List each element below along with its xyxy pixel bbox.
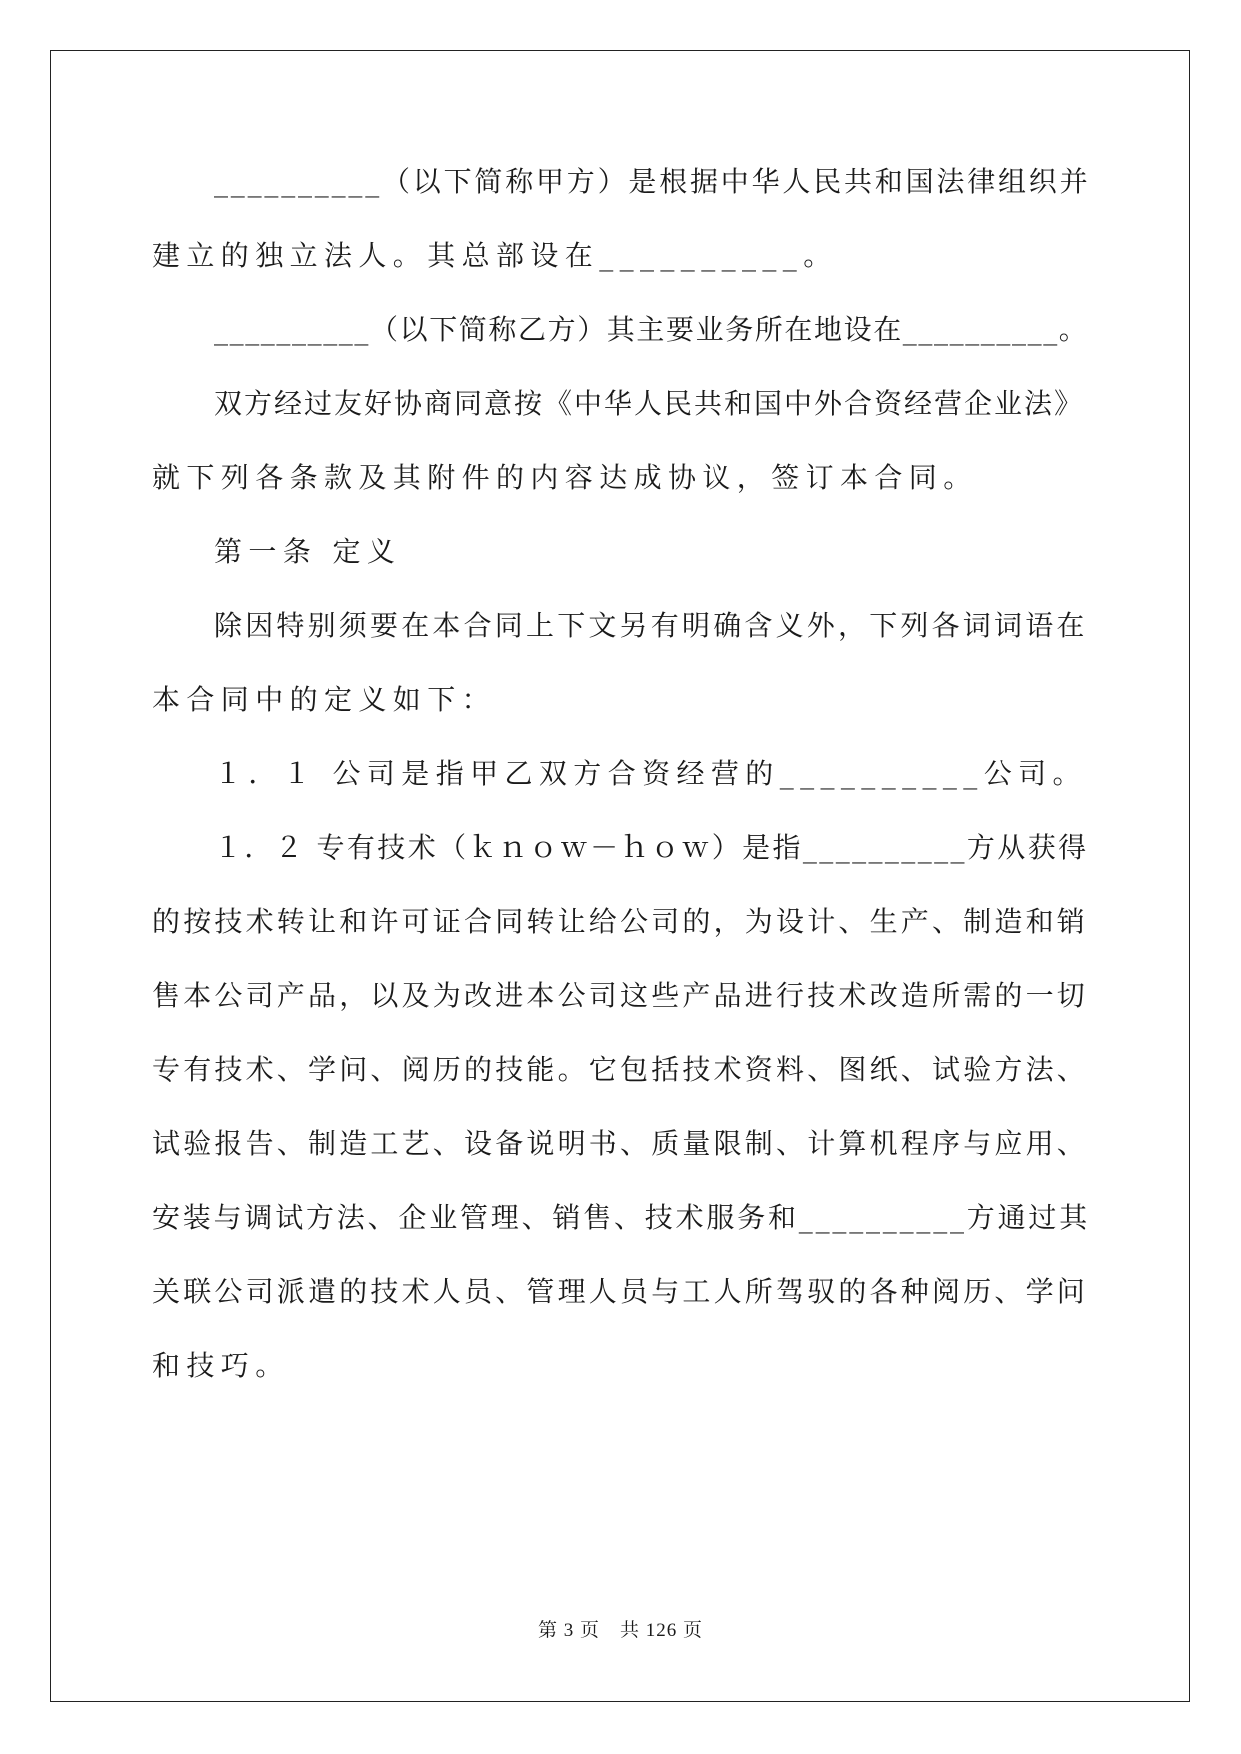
paragraph-line: 除因特别须要在本合同上下文另有明确含义外，下列各词词语在 <box>214 609 1088 642</box>
section-heading: 第一条 定义 <box>214 535 402 568</box>
paragraph-line: 和技巧。 <box>152 1349 290 1382</box>
paragraph-line: 安装与调试方法、企业管理、销售、技术服务和__________方通过其 <box>152 1201 1091 1234</box>
paragraph-line: 关联公司派遣的技术人员、管理人员与工人所驾驭的各种阅历、学问 <box>152 1275 1089 1308</box>
paragraph-line: __________（以下简称乙方）其主要业务所在地设在__________。 <box>214 313 1089 346</box>
paragraph-line: 试验报告、制造工艺、设备说明书、质量限制、计算机程序与应用、 <box>152 1127 1089 1160</box>
page-number-footer: 第 3 页 共 126 页 <box>537 1620 703 1641</box>
paragraph-line: 双方经过友好协商同意按《中华人民共和国中外合资经营企业法》 <box>214 387 1085 420</box>
paragraph-line: 建立的独立法人。其总部设在__________。 <box>152 239 838 272</box>
paragraph-line: 专有技术、学问、阅历的技能。它包括技术资料、图纸、试验方法、 <box>152 1053 1089 1086</box>
paragraph-line: 本合同中的定义如下： <box>152 683 497 716</box>
clause-line: １．２ 专有技术（ｋｎｏｗ－ｈｏｗ）是指__________方从获得 <box>214 831 1089 864</box>
paragraph-line: 售本公司产品，以及为改进本公司这些产品进行技术改造所需的一切 <box>152 979 1089 1012</box>
clause-line: １．１ 公司是指甲乙双方合资经营的__________公司。 <box>214 757 1087 790</box>
page-border <box>50 50 1190 1702</box>
paragraph-line: 就下列各条款及其附件的内容达成协议，签订本合同。 <box>152 461 978 494</box>
paragraph-line: __________（以下简称甲方）是根据中华人民共和国法律组织并 <box>214 165 1091 198</box>
paragraph-line: 的按技术转让和许可证合同转让给公司的，为设计、生产、制造和销 <box>152 905 1089 938</box>
